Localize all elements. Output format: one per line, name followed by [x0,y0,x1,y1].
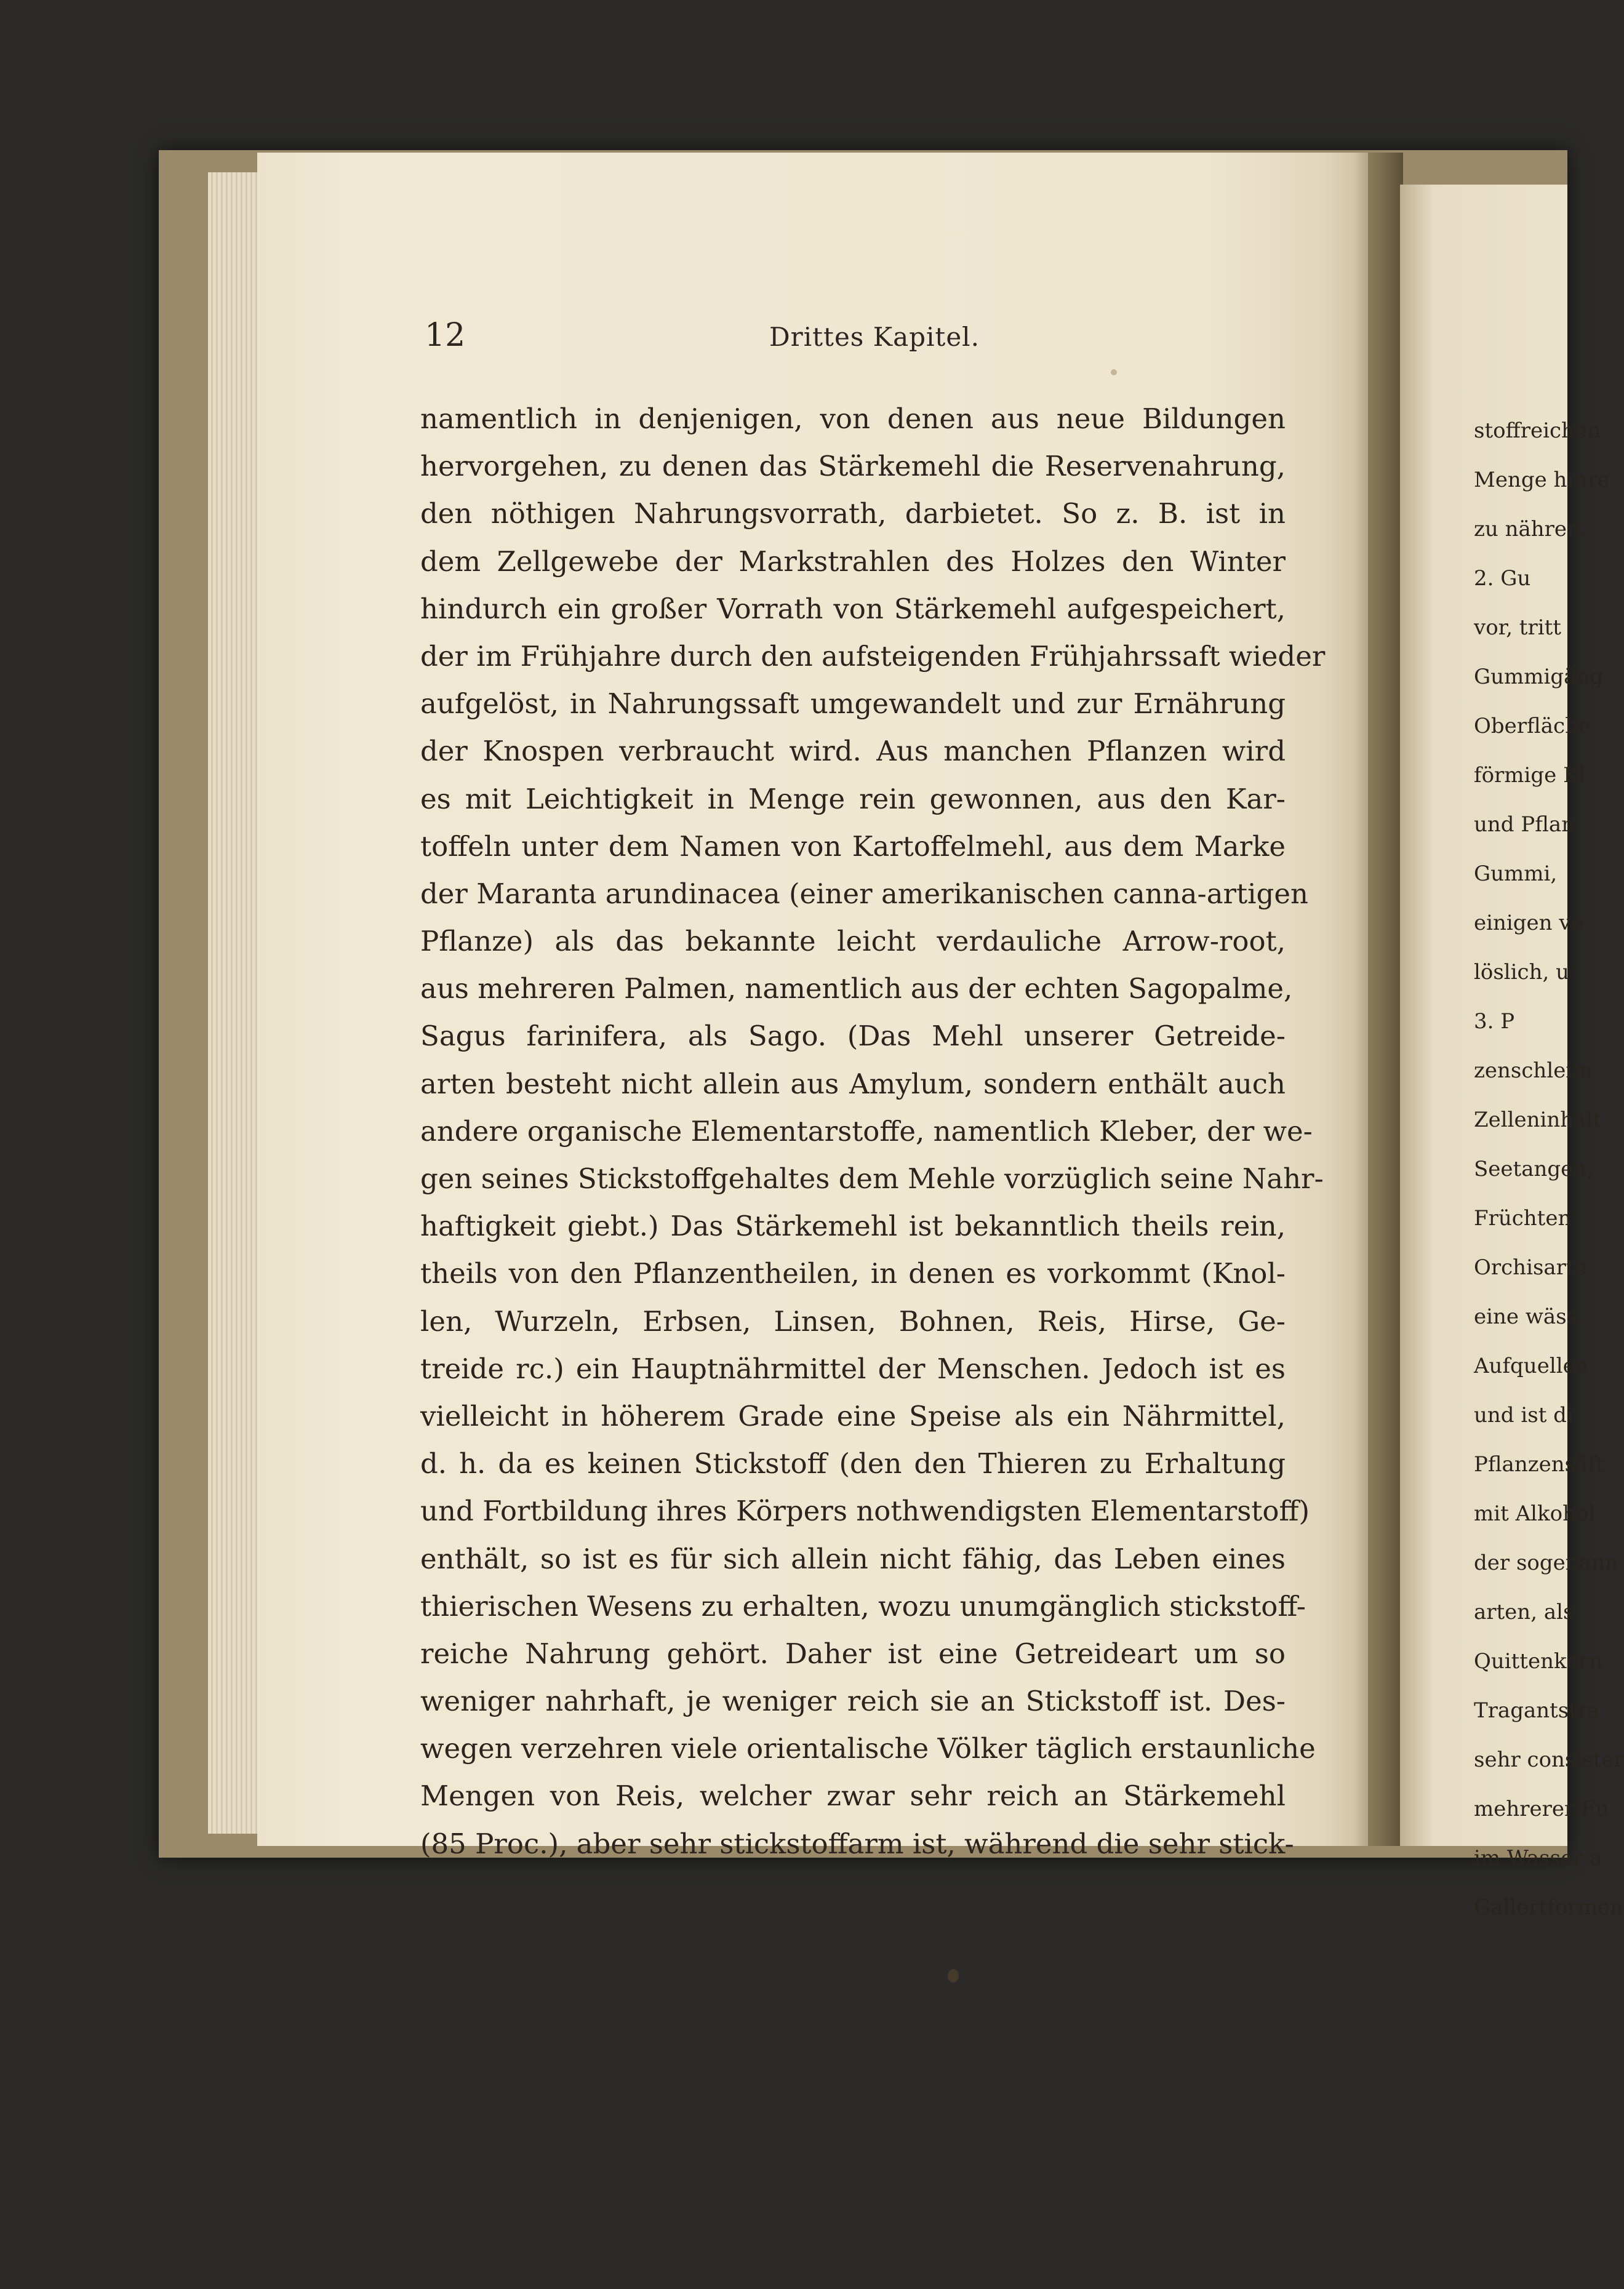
right-page-line: einigen ve [1474,911,1583,935]
text-line: der Maranta arundinacea (einer amerikanischen canna-artigen [420,877,1308,910]
right-page-line: zu nähren. [1474,517,1587,541]
right-page-line: Gummigäng [1474,665,1604,689]
right-page-line: Gummi, [1474,861,1558,886]
text-line: andere organische Elementarstoffe, namentlich Kleber, der we- [420,1114,1313,1148]
right-page-text [1474,406,1624,1932]
right-page-line: zenschleim [1474,1058,1593,1083]
right-page-line: Zelleninhalt [1474,1108,1601,1132]
right-page-line: im Wasser a [1474,1846,1602,1871]
text-line: Mengen von Reis, welcher zwar sehr reich an Stärkemehl [420,1780,1286,1813]
text-line: (85 Proc.), aber sehr stickstoffarm ist, während die sehr stick- [420,1827,1294,1860]
text-line: hindurch ein großer Vorrath von Stärkemehl aufgespeichert, [420,592,1286,625]
text-line: und Fortbildung ihres Körpers nothwendigsten Elementarstoff) [420,1495,1310,1528]
text-line: den nöthigen Nahrungsvorrath, darbietet. So z. B. ist in [420,497,1286,530]
text-line: wegen verzehren viele orientalische Völker täglich erstaunliche [420,1732,1316,1765]
text-line: vielleicht in höherem Grade eine Speise als ein Nährmittel, [420,1399,1286,1432]
right-page-line: Quittenkern [1474,1649,1602,1674]
right-page-line: 2. Gu [1474,566,1531,591]
text-line: d. h. da es keinen Stickstoff (den den Thieren zu Erhaltung [420,1447,1286,1480]
right-page-line: Aufquellen [1474,1354,1589,1378]
right-page-line: mit Alkohol [1474,1501,1596,1526]
text-line: haftigkeit giebt.) Das Stärkemehl ist bekanntlich theils rein, [420,1210,1286,1243]
right-page-line: Gallertformen [1474,1895,1623,1920]
right-page-line: löslich, u [1474,960,1569,985]
text-line: reiche Nahrung gehört. Daher ist eine Getreideart um so [420,1637,1286,1670]
right-page-line: und ist di [1474,1403,1574,1428]
text-line: es mit Leichtigkeit in Menge rein gewonnen, aus den Kar- [420,782,1286,815]
right-page-line: Pflanzensäft [1474,1452,1604,1477]
text-line: aus mehreren Palmen, namentlich aus der echten Sagopalme, [420,972,1293,1005]
text-line: toffeln unter dem Namen von Kartoffelmehl, aus dem Marke [420,829,1286,863]
right-page-line: sehr consister [1474,1748,1624,1772]
text-line: theils von den Pflanzentheilen, in denen es vorkommt (Knol- [420,1257,1286,1290]
text-line: gen seines Stickstoffgehaltes dem Mehle vorzüglich seine Nahr- [420,1162,1324,1195]
text-line: der im Frühjahre durch den aufsteigenden Frühjahrssaft wieder [420,639,1326,673]
text-line: der Knospen verbraucht wird. Aus manchen Pflanzen wird [420,735,1286,768]
right-page-line: Orchisarte [1474,1255,1587,1280]
right-page-line: eine wäss [1474,1304,1578,1329]
page-number: 12 [425,317,466,354]
right-page-line: Seetangen, [1474,1157,1593,1181]
text-line: namentlich in denjenigen, von denen aus neue Bildungen [420,402,1286,435]
right-page-line: förmige Kl [1474,763,1586,788]
right-page-line: Früchten [1474,1206,1572,1231]
running-head: Drittes Kapitel. [769,322,980,352]
text-line: arten besteht nicht allein aus Amylum, sondern enthält auch [420,1067,1286,1100]
book-gutter [1354,153,1403,1846]
right-page-line: vor, tritt [1474,615,1561,640]
right-page-line: mehrerer Fu [1474,1797,1609,1821]
text-line: enthält, so ist es für sich allein nicht fähig, das Leben eines [420,1542,1286,1575]
right-page-line: arten, als [1474,1600,1574,1624]
stain-mark [1111,369,1117,375]
text-line: dem Zellgewebe der Markstrahlen des Holzes den Winter [420,545,1286,578]
right-page-line: 3. P [1474,1009,1515,1034]
right-page-line: der sogenann [1474,1551,1618,1575]
text-line: Pflanze) als das bekannte leicht verdauliche Arrow-root, [420,925,1286,958]
text-line: thierischen Wesens zu erhalten, wozu unumgänglich stickstoff- [420,1589,1306,1623]
page-header [425,317,1286,366]
right-page-line: Menge hinre [1474,468,1610,492]
right-page-line: und Pflan [1474,812,1575,837]
stain-mark [948,1969,959,1983]
body-text [420,395,1326,1868]
text-line: treide rc.) ein Hauptnährmittel der Menschen. Jedoch ist es [420,1352,1286,1385]
right-page-line: Tragantstra [1474,1698,1600,1723]
right-page-line: stoffreichen [1474,418,1601,443]
text-line: Sagus farinifera, als Sago. (Das Mehl unserer Getreide- [420,1020,1286,1053]
text-line: aufgelöst, in Nahrungssaft umgewandelt und zur Ernährung [420,687,1286,721]
right-page-line: Oberfläche [1474,714,1591,738]
text-line: len, Wurzeln, Erbsen, Linsen, Bohnen, Reis, Hirse, Ge- [420,1304,1286,1338]
page-edges [208,172,263,1834]
text-line: weniger nahrhaft, je weniger reich sie an Stickstoff ist. Des- [420,1685,1286,1718]
text-line: hervorgehen, zu denen das Stärkemehl die Reservenahrung, [420,450,1286,483]
